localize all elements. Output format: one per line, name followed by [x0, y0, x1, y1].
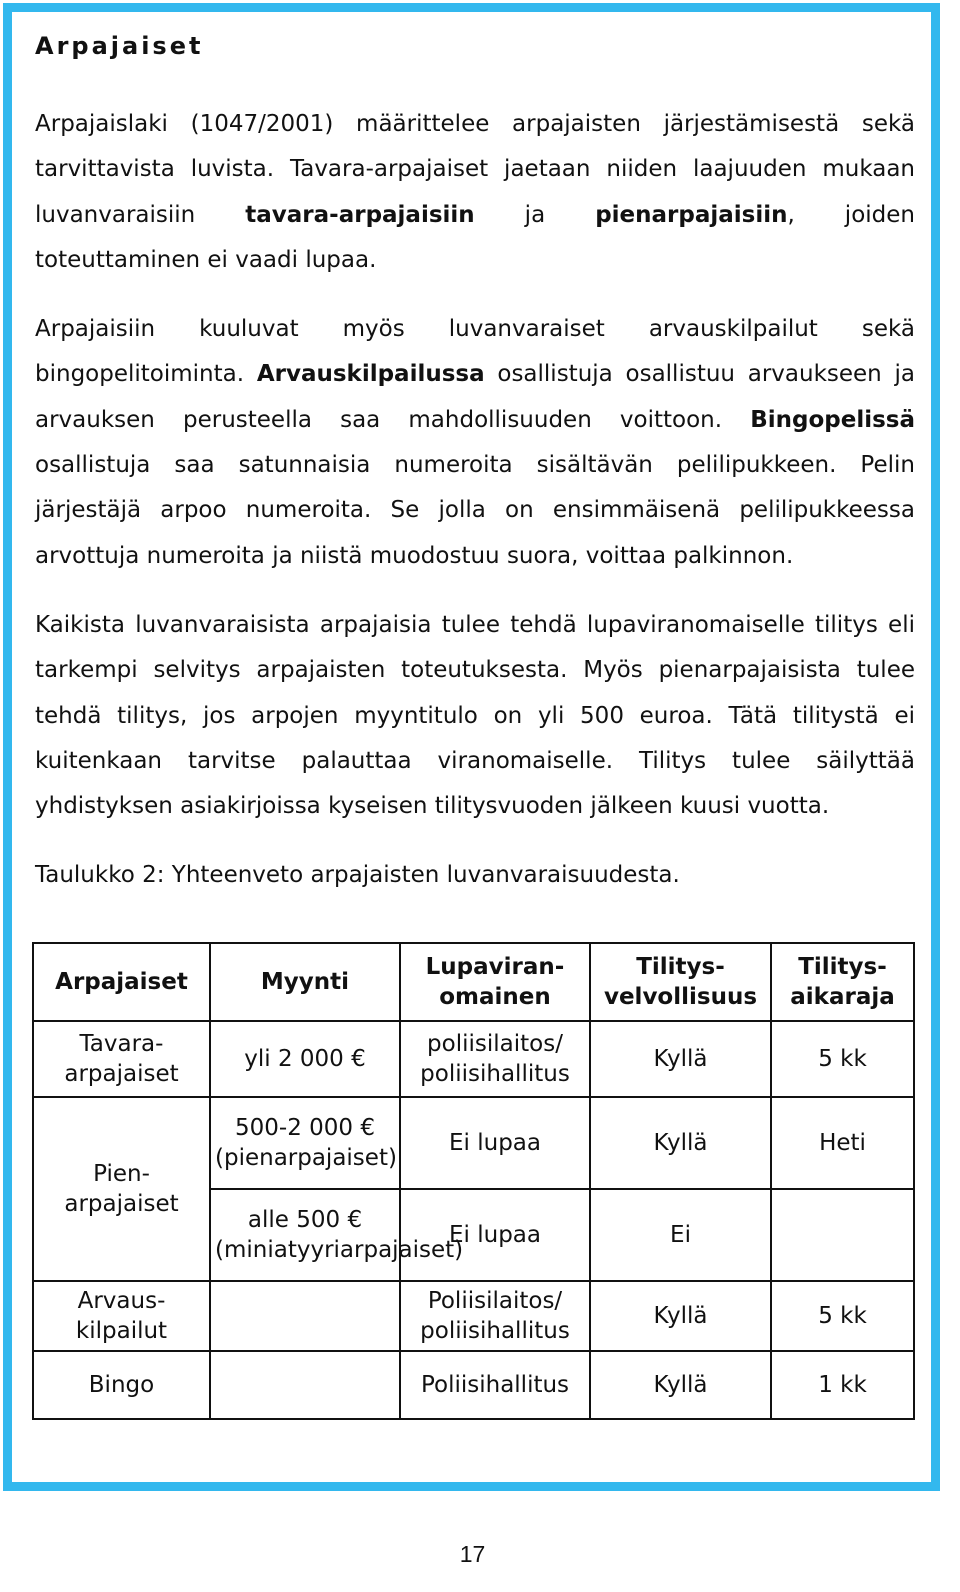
table-row: [33, 1097, 914, 1189]
table-cell: Arvaus-kilpailut: [33, 1281, 210, 1351]
table-cell: 5 kk: [771, 1021, 914, 1097]
table-cell: Ei: [590, 1189, 771, 1281]
section-heading: Arpajaiset: [35, 32, 204, 60]
table-caption: Taulukko 2: Yhteenveto arpajaisten luvanvaraisuudesta.: [35, 862, 680, 889]
table-cell: alle 500 € (miniatyyriarpajaiset): [210, 1189, 400, 1281]
table-cell: Pien-arpajaiset: [33, 1097, 210, 1281]
table-row: [33, 1351, 914, 1419]
table-header-row: [33, 943, 914, 1021]
table-cell: Kyllä: [590, 1021, 771, 1097]
header-cell: Tilitys-aikaraja: [771, 943, 914, 1021]
table-cell: Poliisihallitus: [400, 1351, 590, 1419]
table-cell: [210, 1351, 400, 1419]
table-cell: Kyllä: [590, 1097, 771, 1189]
content: [35, 24, 915, 898]
table-cell: Heti: [771, 1097, 914, 1189]
table-cell: [771, 1189, 914, 1281]
paragraph-2: Arpajaisiin kuuluvat myös luvanvaraiset arvauskilpailut sekä bingopelitoiminta. Arvauskilpailussa osallistuja osallistuu arvaukseen ja arvauksen perusteella saa mahdollisuuden voittoon. Bingopelissä osallistuja saa satunnaisia numeroita sisältävän pelilipukkeen. Pelin järjestäjä arpoo numeroita. Se jolla on ensimmäisenä pelilipukkeessa arvottuja numeroita ja niistä muodostuu suora, voittaa palkinnon.: [35, 316, 915, 569]
header-cell: Lupaviran-omainen: [400, 943, 590, 1021]
table-row: [33, 1021, 914, 1097]
header-cell: Arpajaiset: [33, 943, 210, 1021]
header-cell: Myynti: [210, 943, 400, 1021]
page-number: 17: [459, 1541, 486, 1567]
table-cell: Bingo: [33, 1351, 210, 1419]
table-cell: Tavara-arpajaiset: [33, 1021, 210, 1097]
table-cell: 5 kk: [771, 1281, 914, 1351]
table-cell: 500-2 000 € (pienarpajaiset): [210, 1097, 400, 1189]
table-cell: [210, 1281, 400, 1351]
paragraph-3: Kaikista luvanvaraisista arpajaisia tulee tehdä lupaviranomaiselle tilitys eli tarkempi selvitys arpajaisten toteutuksesta. Myös pienarpajaisista tulee tehdä tilitys, jos arpojen myyntitulo on yli 500 euroa. Tätä tilitystä ei kuitenkaan tarvitse palauttaa viranomaiselle. Tilitys tulee säilyttää yhdistyksen asiakirjoissa kyseisen tilitysvuoden jälkeen kuusi vuotta.: [35, 611, 915, 820]
table-cell: 1 kk: [771, 1351, 914, 1419]
table-cell: Ei lupaa: [400, 1097, 590, 1189]
header-cell: Tilitys-velvollisuus: [590, 943, 771, 1021]
summary-table: [32, 942, 915, 1420]
table-cell: yli 2 000 €: [210, 1021, 400, 1097]
table-cell: poliisilaitos/ poliisihallitus: [400, 1021, 590, 1097]
table-cell: Poliisilaitos/ poliisihallitus: [400, 1281, 590, 1351]
paragraph-1: Arpajaislaki (1047/2001) määrittelee arpajaisten järjestämisestä sekä tarvittavista luvista. Tavara-arpajaiset jaetaan niiden laajuuden mukaan luvanvaraisiin tavara-arpajaisiin ja pienarpajaisiin, joiden toteuttaminen ei vaadi lupaa.: [35, 111, 915, 273]
table-cell: Kyllä: [590, 1281, 771, 1351]
table-row: [33, 1281, 914, 1351]
table-cell: Ei lupaa: [400, 1189, 590, 1281]
table-cell: Kyllä: [590, 1351, 771, 1419]
